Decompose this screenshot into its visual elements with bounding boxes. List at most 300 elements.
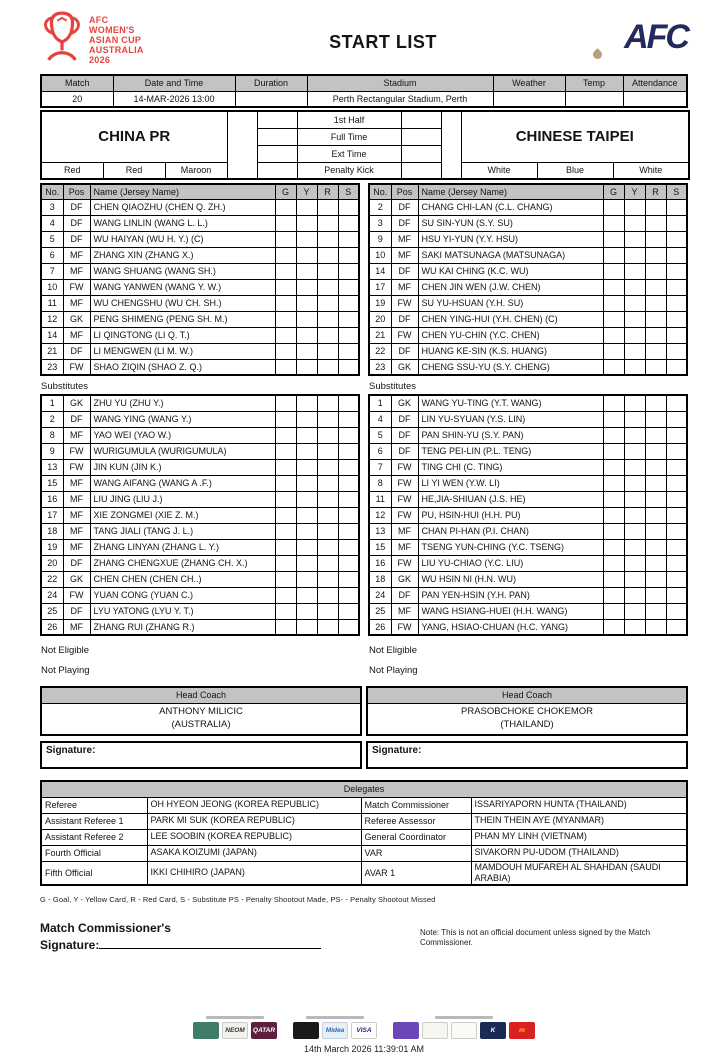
stat-cell xyxy=(645,475,666,491)
match-info-header: Date and Time xyxy=(113,75,235,91)
match-info-header: Attendance xyxy=(623,75,687,91)
home-team-name: CHINA PR xyxy=(41,111,227,162)
stat-cell xyxy=(645,343,666,359)
roster-column-header: Y xyxy=(296,184,317,199)
player-number: 5 xyxy=(41,231,63,247)
stat-cell xyxy=(624,507,645,523)
home-substitutes-label: Substitutes xyxy=(41,381,88,392)
player-row xyxy=(41,311,359,327)
match-info-value xyxy=(565,91,623,107)
sponsor-logo-navy-k: K xyxy=(480,1022,506,1039)
stat-cell xyxy=(603,215,624,231)
player-number: 4 xyxy=(41,215,63,231)
stat-cell xyxy=(666,523,687,539)
stat-cell xyxy=(666,199,687,215)
player-name: SAKI MATSUNAGA (MATSUNAGA) xyxy=(418,247,603,263)
player-position: GK xyxy=(391,395,418,411)
match-info-header-row xyxy=(41,75,687,91)
player-row xyxy=(369,263,687,279)
stat-cell xyxy=(624,491,645,507)
stat-cell xyxy=(645,295,666,311)
player-row xyxy=(41,491,359,507)
stat-cell xyxy=(645,443,666,459)
stat-cell xyxy=(275,279,296,295)
stat-cell xyxy=(624,343,645,359)
stat-cell xyxy=(296,343,317,359)
sponsor-logo-purple xyxy=(393,1022,419,1039)
stat-cell xyxy=(624,359,645,375)
sponsor-logo-midea: Midea xyxy=(322,1022,348,1039)
stat-cell xyxy=(624,603,645,619)
player-name: CHAN PI-HAN (P.I. CHAN) xyxy=(418,523,603,539)
stat-cell xyxy=(296,215,317,231)
stat-cell xyxy=(666,475,687,491)
away-coach-box xyxy=(366,686,688,736)
away-score-cell xyxy=(401,145,441,162)
player-position: DF xyxy=(63,343,90,359)
stat-cell xyxy=(317,571,338,587)
player-name: PAN YEN-HSIN (Y.H. PAN) xyxy=(418,587,603,603)
player-position: MF xyxy=(63,507,90,523)
delegate-name: ISSARIYAPORN HUNTA (THAILAND) xyxy=(471,797,687,813)
stat-cell xyxy=(603,459,624,475)
stat-cell xyxy=(296,619,317,635)
player-number: 26 xyxy=(41,619,63,635)
sponsor-group xyxy=(193,1016,277,1039)
match-info-value xyxy=(623,91,687,107)
sponsor-logo-mcdonalds: m xyxy=(509,1022,535,1039)
stat-cell xyxy=(645,571,666,587)
player-number: 10 xyxy=(369,247,391,263)
player-position: DF xyxy=(391,311,418,327)
stat-cell xyxy=(666,555,687,571)
period-label: Ext Time xyxy=(297,145,401,162)
player-position: FW xyxy=(63,443,90,459)
stat-cell xyxy=(624,571,645,587)
stat-cell xyxy=(275,555,296,571)
delegates-header: Delegates xyxy=(41,781,687,797)
match-info-header: Temp xyxy=(565,75,623,91)
player-name: HUANG KE-SIN (K.S. HUANG) xyxy=(418,343,603,359)
player-name: LI QINGTONG (LI Q. T.) xyxy=(90,327,275,343)
player-position: GK xyxy=(391,571,418,587)
home-coach-box xyxy=(40,686,362,736)
player-name: WURIGUMULA (WURIGUMULA) xyxy=(90,443,275,459)
stat-cell xyxy=(275,587,296,603)
document-note: Note: This is not an official document unless signed by the Match Commissioner. xyxy=(420,928,651,948)
stat-cell xyxy=(338,491,359,507)
delegate-name: ASAKA KOIZUMI (JAPAN) xyxy=(147,845,361,861)
player-number: 19 xyxy=(41,539,63,555)
player-position: DF xyxy=(391,199,418,215)
stat-cell xyxy=(317,555,338,571)
player-row xyxy=(41,619,359,635)
match-info-value: 20 xyxy=(41,91,113,107)
player-position: FW xyxy=(391,459,418,475)
stat-cell xyxy=(603,523,624,539)
roster-column-header: R xyxy=(317,184,338,199)
player-row xyxy=(41,295,359,311)
delegate-row xyxy=(41,861,687,885)
delegate-row xyxy=(41,797,687,813)
stat-cell xyxy=(317,587,338,603)
stat-cell xyxy=(338,539,359,555)
stat-cell xyxy=(317,459,338,475)
stat-cell xyxy=(603,571,624,587)
player-number: 11 xyxy=(41,295,63,311)
stat-cell xyxy=(317,311,338,327)
tournament-line: AUSTRALIA xyxy=(89,45,144,56)
scoreboard-row xyxy=(41,111,689,128)
player-row xyxy=(41,475,359,491)
player-row xyxy=(41,247,359,263)
player-number: 13 xyxy=(369,523,391,539)
stat-cell xyxy=(296,395,317,411)
stat-cell xyxy=(296,279,317,295)
stat-cell xyxy=(666,571,687,587)
player-row xyxy=(369,359,687,375)
home-score-cell xyxy=(257,162,297,179)
stat-cell xyxy=(624,427,645,443)
stat-cell xyxy=(317,427,338,443)
roster-column-header: No. xyxy=(369,184,391,199)
stat-cell xyxy=(338,571,359,587)
match-info-value: 14-MAR-2026 13:00 xyxy=(113,91,235,107)
stat-cell xyxy=(666,343,687,359)
player-position: GK xyxy=(391,359,418,375)
stat-cell xyxy=(645,359,666,375)
player-position: GK xyxy=(63,311,90,327)
tournament-line: ASIAN CUP xyxy=(89,35,142,46)
stat-cell xyxy=(603,311,624,327)
player-row xyxy=(41,587,359,603)
player-name: YANG, HSIAO-CHUAN (H.C. YANG) xyxy=(418,619,603,635)
tournament-line: WOMEN'S xyxy=(89,25,135,36)
stat-cell xyxy=(275,619,296,635)
stat-cell xyxy=(666,459,687,475)
player-number: 23 xyxy=(41,359,63,375)
stat-cell xyxy=(296,263,317,279)
player-position: DF xyxy=(391,215,418,231)
away-kit-color: White xyxy=(613,162,689,179)
stat-cell xyxy=(624,475,645,491)
player-number: 18 xyxy=(41,523,63,539)
stat-cell xyxy=(645,231,666,247)
player-row xyxy=(41,263,359,279)
commissioner-section xyxy=(40,920,688,954)
player-position: FW xyxy=(391,619,418,635)
player-name: TING CHI (C. TING) xyxy=(418,459,603,475)
stat-cell xyxy=(603,507,624,523)
stat-cell xyxy=(275,199,296,215)
stat-cell xyxy=(666,279,687,295)
player-position: MF xyxy=(63,491,90,507)
roster-column-header: R xyxy=(645,184,666,199)
stat-cell xyxy=(296,295,317,311)
player-number: 25 xyxy=(369,603,391,619)
commissioner-signature-block xyxy=(40,920,380,954)
stat-cell xyxy=(317,443,338,459)
player-position: DF xyxy=(63,411,90,427)
player-name: TANG JIALI (TANG J. L.) xyxy=(90,523,275,539)
stat-cell xyxy=(645,507,666,523)
delegate-row xyxy=(41,845,687,861)
stat-cell xyxy=(296,523,317,539)
player-number: 2 xyxy=(369,199,391,215)
stat-cell xyxy=(624,199,645,215)
stat-cell xyxy=(275,343,296,359)
player-row xyxy=(41,359,359,375)
stat-cell xyxy=(317,327,338,343)
player-position: MF xyxy=(391,231,418,247)
delegate-role: General Coordinator xyxy=(361,829,471,845)
player-row xyxy=(369,247,687,263)
player-number: 15 xyxy=(369,539,391,555)
player-row xyxy=(369,327,687,343)
player-name: WANG YANWEN (WANG Y. W.) xyxy=(90,279,275,295)
player-number: 12 xyxy=(41,311,63,327)
tournament-line: 2026 xyxy=(89,55,111,66)
stat-cell xyxy=(603,619,624,635)
stat-cell xyxy=(666,247,687,263)
player-number: 10 xyxy=(41,279,63,295)
player-position: DF xyxy=(391,443,418,459)
stat-cell xyxy=(338,475,359,491)
player-number: 9 xyxy=(369,231,391,247)
stat-cell xyxy=(338,555,359,571)
player-row xyxy=(369,427,687,443)
delegate-name: PARK MI SUK (KOREA REPUBLIC) xyxy=(147,813,361,829)
stat-cell xyxy=(624,587,645,603)
stat-cell xyxy=(317,215,338,231)
match-info-value xyxy=(235,91,307,107)
stat-cell xyxy=(666,327,687,343)
stat-cell xyxy=(645,311,666,327)
stat-cell xyxy=(275,395,296,411)
stat-cell xyxy=(338,395,359,411)
player-position: FW xyxy=(391,327,418,343)
player-row xyxy=(369,555,687,571)
match-info-header: Match xyxy=(41,75,113,91)
delegate-row xyxy=(41,813,687,829)
stat-cell xyxy=(624,263,645,279)
stat-cell xyxy=(645,587,666,603)
stat-cell xyxy=(624,443,645,459)
substitutes-labels xyxy=(40,376,688,394)
period-label: Full Time xyxy=(297,128,401,145)
player-position: FW xyxy=(391,295,418,311)
stat-cell xyxy=(666,427,687,443)
stat-cell xyxy=(338,603,359,619)
player-name: CHENG SSU-YU (S.Y. CHENG) xyxy=(418,359,603,375)
stat-cell xyxy=(338,619,359,635)
player-name: WU HAIYAN (WU H. Y.) (C) xyxy=(90,231,275,247)
stat-cell xyxy=(275,523,296,539)
stat-cell xyxy=(275,443,296,459)
afc-logo xyxy=(568,8,688,54)
player-name: YUAN CONG (YUAN C.) xyxy=(90,587,275,603)
stat-cell xyxy=(338,279,359,295)
player-position: MF xyxy=(391,603,418,619)
stat-cell xyxy=(338,359,359,375)
stat-cell xyxy=(603,587,624,603)
scoreboard-spacer xyxy=(441,111,461,179)
player-position: DF xyxy=(391,427,418,443)
match-info-value: Perth Rectangular Stadium, Perth xyxy=(307,91,493,107)
player-number: 7 xyxy=(369,459,391,475)
player-number: 26 xyxy=(369,619,391,635)
player-number: 14 xyxy=(369,263,391,279)
stat-cell xyxy=(645,247,666,263)
stat-cell xyxy=(338,311,359,327)
stat-cell xyxy=(666,539,687,555)
sponsor-group-caption xyxy=(306,1016,364,1019)
player-position: DF xyxy=(63,199,90,215)
player-row xyxy=(369,459,687,475)
player-number: 6 xyxy=(369,443,391,459)
delegate-role: Match Commissioner xyxy=(361,797,471,813)
trophy-icon xyxy=(40,8,84,66)
player-row xyxy=(369,443,687,459)
player-position: MF xyxy=(63,523,90,539)
player-position: GK xyxy=(63,571,90,587)
stat-cell xyxy=(338,231,359,247)
player-name: WU CHENGSHU (WU CH. SH.) xyxy=(90,295,275,311)
player-number: 24 xyxy=(41,587,63,603)
player-position: MF xyxy=(63,619,90,635)
stat-cell xyxy=(338,507,359,523)
player-number: 24 xyxy=(369,587,391,603)
player-number: 8 xyxy=(41,427,63,443)
delegate-name: IKKI CHIHIRO (JAPAN) xyxy=(147,861,361,885)
afc-logo-text: AFC xyxy=(624,18,688,56)
player-number: 19 xyxy=(369,295,391,311)
player-name: YAO WEI (YAO W.) xyxy=(90,427,275,443)
stat-cell xyxy=(317,247,338,263)
player-position: DF xyxy=(63,231,90,247)
roster-column-header: G xyxy=(603,184,624,199)
player-position: DF xyxy=(391,263,418,279)
roster-column-header: Name (Jersey Name) xyxy=(418,184,603,199)
stat-cell xyxy=(296,311,317,327)
home-xi-table xyxy=(40,183,360,376)
stat-cell xyxy=(317,603,338,619)
player-row xyxy=(369,311,687,327)
player-position: DF xyxy=(391,587,418,603)
away-score-cell xyxy=(401,162,441,179)
sponsor-logo-black xyxy=(293,1022,319,1039)
player-number: 21 xyxy=(369,327,391,343)
away-kit-color: Blue xyxy=(537,162,613,179)
stat-cell xyxy=(338,443,359,459)
stat-cell xyxy=(317,199,338,215)
coach-signature-section xyxy=(40,741,688,769)
player-name: ZHANG RUI (ZHANG R.) xyxy=(90,619,275,635)
home-subs-table xyxy=(40,394,360,636)
not-eligible-row xyxy=(40,636,688,656)
roster-column-header: Y xyxy=(624,184,645,199)
starting-xi-section xyxy=(40,183,688,376)
roster-column-header: Name (Jersey Name) xyxy=(90,184,275,199)
delegate-role: Assistant Referee 2 xyxy=(41,829,147,845)
stat-cell xyxy=(624,311,645,327)
match-info-value xyxy=(493,91,565,107)
sponsor-logo-visa: VISA xyxy=(351,1022,377,1039)
stat-cell xyxy=(666,603,687,619)
player-name: PENG SHIMENG (PENG SH. M.) xyxy=(90,311,275,327)
stat-cell xyxy=(624,395,645,411)
commissioner-signature-line xyxy=(99,937,321,949)
player-number: 6 xyxy=(41,247,63,263)
stat-cell xyxy=(645,199,666,215)
player-row xyxy=(369,295,687,311)
stat-cell xyxy=(666,359,687,375)
player-position: DF xyxy=(63,603,90,619)
coach-country-line: (AUSTRALIA) xyxy=(171,718,231,730)
roster-column-header: G xyxy=(275,184,296,199)
player-position: MF xyxy=(63,327,90,343)
stat-cell xyxy=(296,199,317,215)
away-subs-column xyxy=(368,394,688,636)
stat-cell xyxy=(296,427,317,443)
stat-cell xyxy=(666,231,687,247)
away-team-name: CHINESE TAIPEI xyxy=(461,111,689,162)
stat-cell xyxy=(666,587,687,603)
player-number: 13 xyxy=(41,459,63,475)
player-number: 15 xyxy=(41,475,63,491)
away-not-eligible-label: Not Eligible xyxy=(369,645,418,656)
stat-cell xyxy=(603,539,624,555)
player-row xyxy=(41,395,359,411)
stat-cell xyxy=(296,411,317,427)
player-number: 3 xyxy=(369,215,391,231)
stat-cell xyxy=(645,459,666,475)
player-row xyxy=(369,215,687,231)
delegate-name: OH HYEON JEONG (KOREA REPUBLIC) xyxy=(147,797,361,813)
stat-cell xyxy=(645,491,666,507)
stat-cell xyxy=(296,603,317,619)
stat-cell xyxy=(645,539,666,555)
player-row xyxy=(41,555,359,571)
player-row xyxy=(369,603,687,619)
stat-cell xyxy=(645,395,666,411)
stat-cell xyxy=(338,295,359,311)
player-row xyxy=(41,199,359,215)
player-row xyxy=(369,619,687,635)
stat-cell xyxy=(624,327,645,343)
home-coach-signature-field: Signature: xyxy=(40,741,362,769)
away-xi-table xyxy=(368,183,688,376)
player-name: WANG SHUANG (WANG SH.) xyxy=(90,263,275,279)
player-position: FW xyxy=(391,491,418,507)
stat-cell xyxy=(296,491,317,507)
stat-cell xyxy=(275,263,296,279)
stat-cell xyxy=(275,295,296,311)
stat-cell xyxy=(624,231,645,247)
player-position: FW xyxy=(391,507,418,523)
stat-cell xyxy=(317,279,338,295)
page-title: START LIST xyxy=(329,32,437,52)
player-row xyxy=(41,507,359,523)
player-position: DF xyxy=(63,215,90,231)
player-number: 18 xyxy=(369,571,391,587)
player-position: MF xyxy=(391,539,418,555)
home-score-cell xyxy=(257,145,297,162)
player-position: FW xyxy=(63,587,90,603)
away-score-cell xyxy=(401,111,441,128)
stat-cell xyxy=(666,491,687,507)
player-name: TENG PEI-LIN (P.L. TENG) xyxy=(418,443,603,459)
